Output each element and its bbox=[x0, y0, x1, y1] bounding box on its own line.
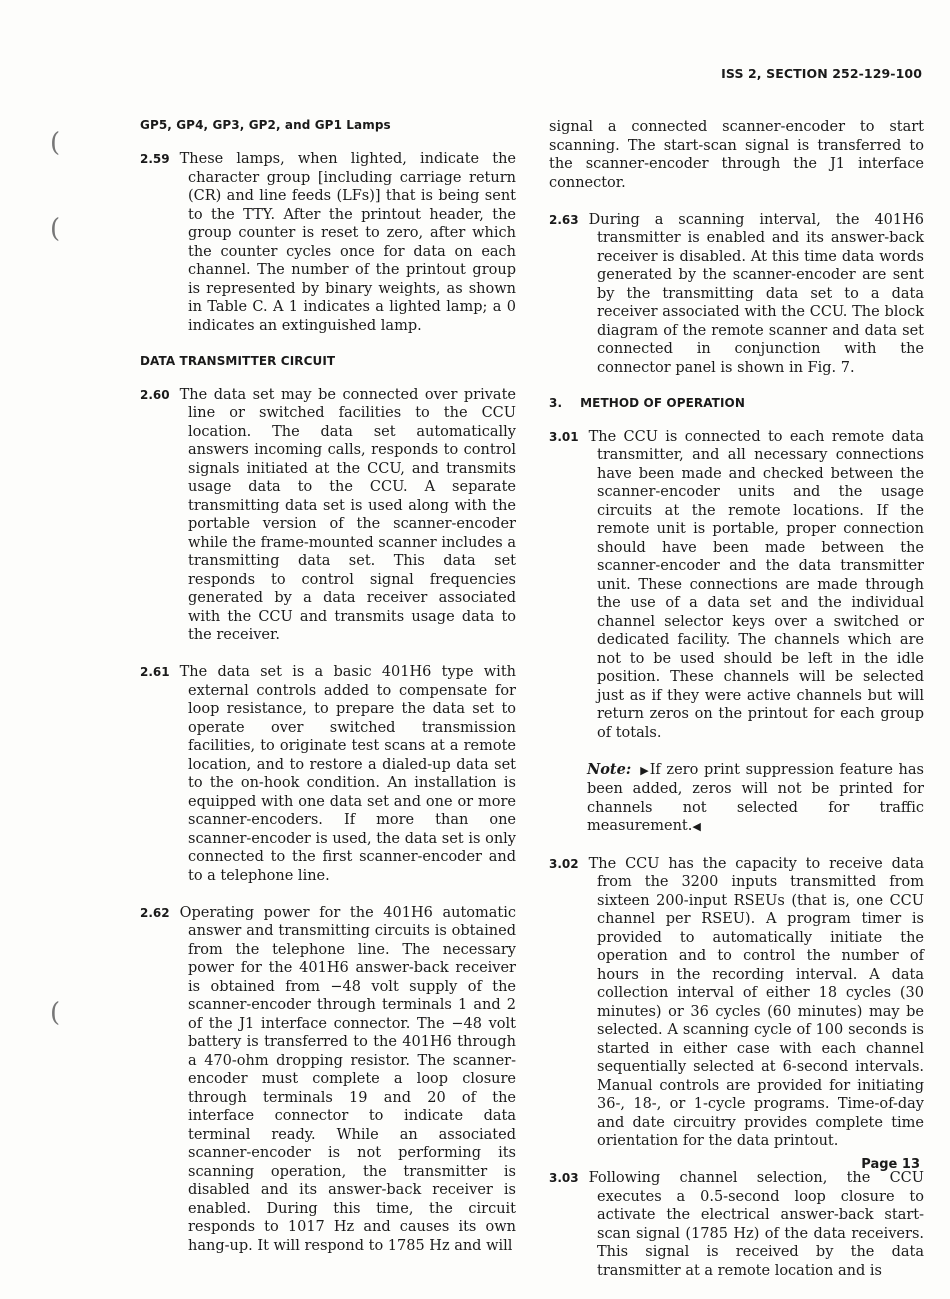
section-heading bbox=[549, 396, 924, 410]
paragraph-2-63 bbox=[549, 211, 924, 378]
paragraph-2-61 bbox=[140, 663, 516, 885]
section-heading: GP5, GP4, GP3, GP2, and GP1 Lamps bbox=[140, 118, 391, 132]
note-text: If zero print suppression feature has been added, zeros will not be printed for channels not selected for traffic measurement. bbox=[587, 761, 924, 834]
paragraph-number: 2.63 bbox=[549, 212, 579, 227]
margin-mark: ( bbox=[50, 998, 61, 1028]
paragraph-text: The CCU has the capacity to receive data from the 3200 inputs transmitted from sixteen 200-input RSEUs (that is, one CCU channel per RSEU). A program timer is provided to automatically initiate the operation and to control the number of hours in the recording interval. A data collection interval of either 18 cycles (30 minutes) or 36 cycles (60 minutes) may be selected. A scanning cycle of 100 seconds is started in either case with each channel sequentially selected at 6-second intervals. Manual controls are provided for initiating 36-, 18-, or 1-cycle programs. Time-of-day and date circuitry provides complete time orientation for the data printout. bbox=[588, 855, 924, 1149]
paragraph-text: The data set is a basic 401H6 type with external controls added to compensate for loop resistance, to prepare the data set to operate over switched transmission facilities, to originate test scans at a remote location, and to restore a dialed-up data set to the on-hook condition. An installation is equipped with one data set and one or more scanner-encoders. If more than one scanner-encoder is used, the data set is only connected to the first scanner-encoder and to a telephone line. bbox=[179, 664, 516, 884]
paragraph-text: The data set may be connected over private line or switched facilities to the CCU location. The data set automatically answers incoming calls, responds to control signals initiated at the CCU, and transmits usage data to the CCU. A separate transmitting data set is used along with the portable version of the scanner-encoder while the frame-mounted scanner includes a transmitting data set. This data set responds to control signal frequencies generated by a data receiver associated with the CCU and transmits usage data to the receiver. bbox=[179, 386, 516, 643]
paragraph-number: 2.62 bbox=[140, 905, 170, 920]
paragraph-text: Operating power for the 401H6 automatic answer and transmitting circuits is obtained from the telephone line. The necessary power for the 401H6 answer-back receiver is obtained from −48 volt supply of the scanner-encoder through terminals 1 and 2 of the J1 interface connector. The −48 volt battery is transferred to the 401H6 through a 470-ohm dropping resistor. The scanner-encoder must complete a loop closure through terminals 19 and 20 of the interface connector to indicate data terminal ready. While an associated scanner-encoder is not performing its scanning operation, the transmitter is disabled and its answer-back receiver is enabled. During this time, the circuit responds to 1017 Hz and causes its own hang-up. It will respond to 1785 Hz and will bbox=[179, 904, 516, 1254]
paragraph-number: 3.03 bbox=[549, 1171, 579, 1185]
page-number: Page 13 bbox=[861, 1157, 920, 1172]
paragraph-text: Following channel selection, the CCU executes a 0.5-second loop closure to activate the electrical answer-back start-scan signal (1785 Hz) of the data receivers. This signal is received by the data transmitter at a remote location and is bbox=[588, 1170, 924, 1279]
paragraph-2-59 bbox=[140, 150, 516, 335]
paragraph-text: signal a connected scanner-encoder to start scanning. The start-scan signal is transferred to the scanner-encoder through the J1 interface connector. bbox=[549, 119, 924, 191]
paragraph-2-62 bbox=[140, 904, 516, 1256]
paragraph-2-60 bbox=[140, 386, 516, 645]
paragraph-number: 2.59 bbox=[140, 152, 170, 166]
paragraph-text: These lamps, when lighted, indicate the character group [including carriage return (CR) and line feeds (LFs)] that is being sent to the TTY. After the printout header, the group counter is reset to zero, after which the counter cycles once for data on each channel. The number of the printout group is represented by binary weights, as shown in Table C. A 1 indicates a lighted lamp; a 0 indicates an extinguished lamp. bbox=[179, 151, 516, 334]
paragraph-2-62-continued bbox=[549, 118, 924, 192]
left-column bbox=[140, 118, 516, 1274]
paragraph-3-03 bbox=[549, 1169, 924, 1280]
paragraph-number: 2.61 bbox=[140, 665, 170, 679]
change-mark-open-icon: ▶ bbox=[639, 763, 650, 777]
note-label: Note: bbox=[587, 760, 632, 778]
paragraph-3-01 bbox=[549, 428, 924, 743]
page-header: ISS 2, SECTION 252-129-100 bbox=[721, 66, 922, 81]
paragraph-number: 2.60 bbox=[140, 387, 170, 402]
paragraph-text: The CCU is connected to each remote data transmitter, and all necessary connections have been made and checked between the scanner-encoder units and the usage circuits at the remote locations. If the remote unit is portable, proper connection should have been made between the scanner-encoder and the data transmitter unit. These connections are made through the use of a data set and the individual channel selector keys over a switched or dedicated facility. The channels which are not to be used should be left in the idle position. These channels will be selected just as if they were active channels but will return zeros on the printout for each group of totals. bbox=[588, 428, 924, 741]
paragraph-number: 3.01 bbox=[549, 429, 579, 444]
section-heading: DATA TRANSMITTER CIRCUIT bbox=[140, 353, 336, 368]
section-number: 3. bbox=[549, 395, 563, 410]
note-block bbox=[549, 761, 924, 837]
margin-mark: ( bbox=[50, 128, 61, 158]
paragraph-3-02 bbox=[549, 855, 924, 1151]
margin-mark: ( bbox=[50, 214, 61, 244]
change-mark-close-icon: ◀ bbox=[692, 820, 701, 833]
paragraph-text: During a scanning interval, the 401H6 transmitter is enabled and its answer-back receiver is disabled. At this time data words generated by the scanner-encoder are sent by the transmitting data set to a data receiver associated with the CCU. The block diagram of the remote scanner and data set connected in conjunction with the connector panel is shown in Fig. 7. bbox=[588, 211, 924, 376]
section-title: METHOD OF OPERATION bbox=[580, 395, 745, 410]
paragraph-number: 3.02 bbox=[549, 856, 579, 871]
right-column bbox=[549, 118, 924, 1299]
